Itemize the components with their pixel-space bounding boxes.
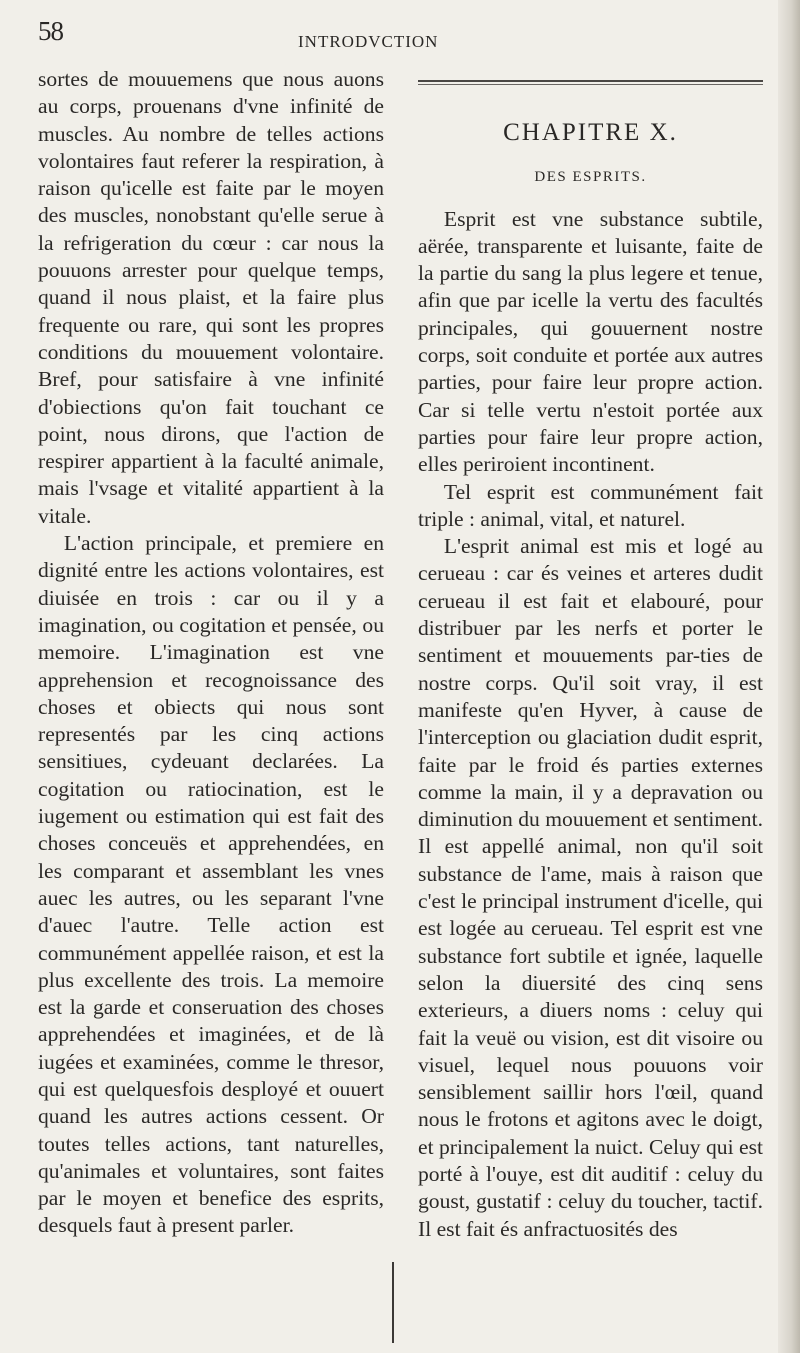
chapter-title: CHAPITRE X. [503, 119, 678, 146]
binding-edge [778, 0, 800, 1353]
running-head: INTRODVCTION [298, 32, 439, 51]
page-number: 58 [38, 16, 63, 46]
double-rule-top [418, 80, 763, 82]
paragraph: Esprit est vne substance subtile, aërée, transparente et luisante, faite de la partie du sang la plus legere et tenue, afin que par icelle la vertu des facultés principales, qui gouuernent nostre corps, soit conduite et portée aux autres parties, pour faire leur propre action. Car si telle vertu n'estoit portée aux parties pour faire leur propre action, elles periroient incontinent. [418, 206, 763, 477]
right-column [418, 80, 763, 1243]
double-rule-bottom [418, 84, 763, 85]
paragraph: sortes de mouuemens que nous auons au corps, prouenans d'vne infinité de muscles. Au nombre de telles actions volontaires faut referer la respiration, à raison qu'icelle est faite par le moyen des muscles, nonobstant qu'elle serue à la refrigeration du cœur : car nous la pouuons arrester pour quelque temps, quand il nous plaist, et la faire plus frequente ou rare, qui sont les propres conditions du mouuement volontaire. Bref, pour satisfaire à vne infinité d'obiections qu'on fait touchant ce point, nous dirons, que l'action de respirer appartient à la faculté animale, mais l'vsage et vitalité appartient à la vitale. [38, 67, 384, 528]
paragraph: L'action principale, et premiere en dignité entre les actions volontaires, est diuisée en trois : car ou il y a imagination, ou cogitation et pensée, ou memoire. L'imagination est vne apprehension et recognoissance des choses et obiects qui nous sont representés par les cinq actions sensitiues, cydeuant declarées. La cogitation ou ratiocination, est le iugement ou estimation qui est fait des choses conceuës et apprehendées, en les comparant et assemblant les vnes auec les autres, ou les separant l'vne d'auec l'autre. Telle action est communément appellée raison, et est la plus excellente des trois. La memoire est la garde et conseruation des choses apprehendées et imaginées, et de là iugées et examinées, comme le thresor, qui est quelquesfois desployé et ouuert quand les autres actions cessent. Or toutes telles actions, tant naturelles, qu'animales et voluntaires, sont faites par le moyen et benefice des esprits, desquels faut à present parler. [38, 531, 384, 1238]
paragraph: L'esprit animal est mis et logé au cerueau : car és veines et arteres dudit cerueau il est fait et elabouré, pour distribuer par les nerfs et porter le sentiment et mouuements par-ties de nostre corps. Qu'il soit vray, il est manifeste qu'en Hyver, à cause de l'interception ou glaciation dudit esprit, faite par le froid és parties externes comme la main, il y a depravation ou diminution du mouuement et sentiment. Il est appellé animal, non qu'il soit substance de l'ame, mais à raison que c'est le principal instrument d'icelle, qui est logée au cerueau. Tel esprit est vne substance fort subtile et ignée, laquelle selon la diuersité des cinq sens exterieurs, a diuers noms : celuy qui fait la veuë ou vision, est dit visoire ou visuel, lequel nous pouuons voir sensiblement saillir hors l'œil, quand nous le frotons et agitons avec le doigt, et principalement la nuict. Celuy qui est porté à l'ouye, est dit auditif : celuy du goust, gustatif : celuy du toucher, tactif. Il est fait és anfractuosités des [418, 534, 763, 1241]
left-column [38, 66, 384, 1240]
chapter-subtitle: DES ESPRITS. [534, 169, 647, 186]
margin-bar [392, 1262, 394, 1343]
paragraph: Tel esprit est communément fait triple : animal, vital, et naturel. [418, 479, 763, 531]
